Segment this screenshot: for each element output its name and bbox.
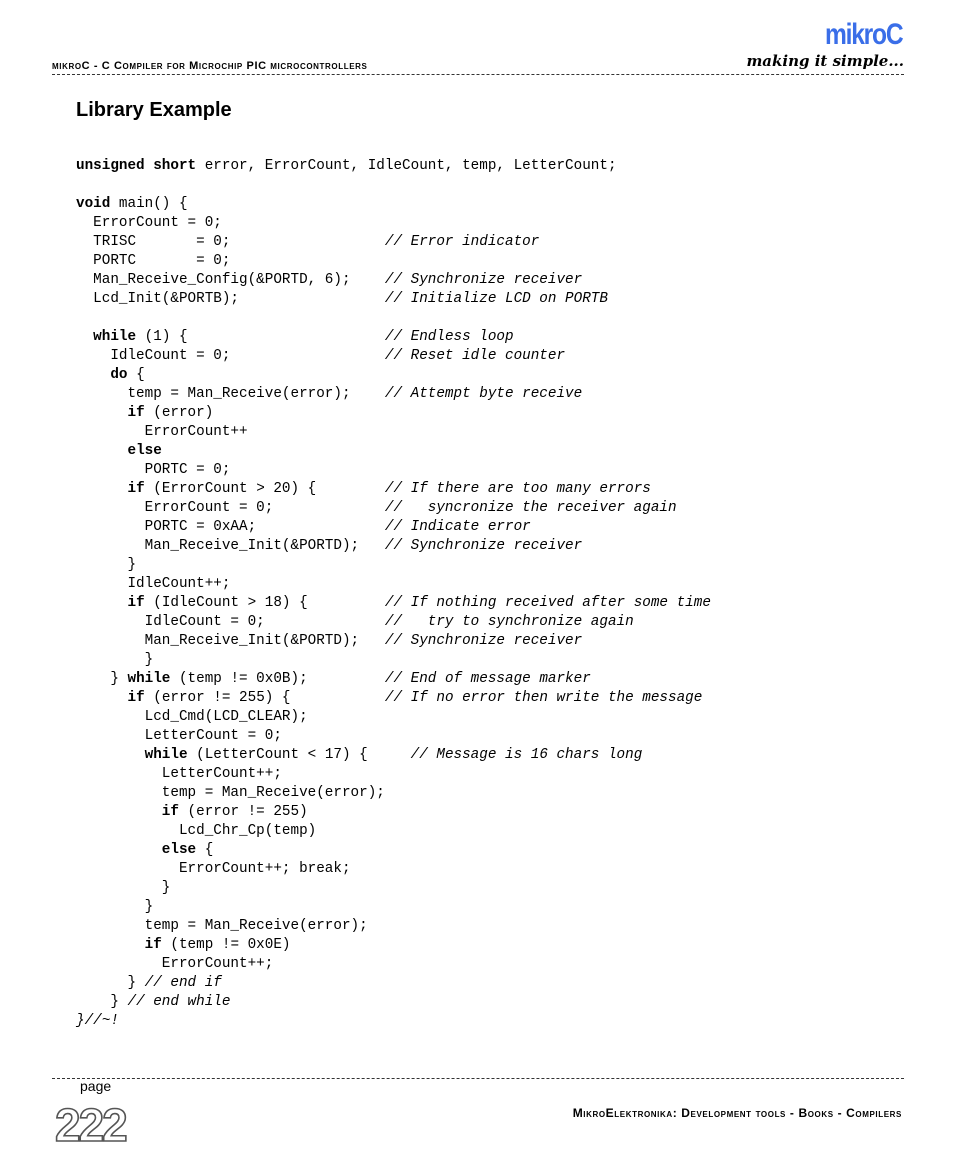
code-text (76, 329, 93, 345)
code-comment: // Message is 16 chars long (410, 747, 643, 763)
code-text: temp = Man_Receive(error); (76, 918, 368, 934)
code-line (76, 993, 711, 1012)
code-line (76, 917, 711, 936)
code-text: temp = Man_Receive(error); (76, 386, 385, 402)
code-keyword: if (161, 804, 179, 820)
code-text: (error) (144, 405, 214, 421)
header-divider (52, 74, 904, 75)
code-text: Lcd_Cmd(LCD_CLEAR); (76, 709, 308, 725)
code-text (76, 937, 145, 953)
code-text: { (196, 842, 214, 858)
code-text (76, 595, 127, 611)
code-keyword: unsigned short (76, 158, 197, 174)
code-text: } (76, 899, 154, 915)
code-text: (LetterCount < 17) { (187, 747, 411, 763)
code-text: ErrorCount = 0; (76, 500, 385, 516)
code-comment: // If nothing received after some time (384, 595, 711, 611)
code-text: (ErrorCount > 20) { (144, 481, 385, 497)
code-comment: // Error indicator (384, 234, 540, 250)
page-number: 222 (55, 1099, 126, 1151)
code-keyword: if (127, 405, 145, 421)
page-label: page (80, 1078, 112, 1094)
code-line (76, 309, 711, 328)
code-comment: // If no error then write the message (384, 690, 703, 706)
code-text: error, ErrorCount, IdleCount, temp, LetterCount; (196, 158, 617, 174)
code-text: (error != 255) (178, 804, 308, 820)
code-text: main() { (110, 196, 188, 212)
code-text: PORTC = 0; (76, 462, 231, 478)
section-title: Library Example (76, 99, 232, 121)
header-title: mikroC - C Compiler for Microchip PIC microcontrollers (52, 60, 368, 72)
code-text: Man_Receive_Init(&PORTD); (76, 538, 385, 554)
code-text: TRISC = 0; (76, 234, 385, 250)
code-text: } (76, 671, 128, 687)
code-line (76, 708, 711, 727)
code-line (76, 461, 711, 480)
code-text (76, 747, 145, 763)
code-line (76, 689, 711, 708)
code-text: } (76, 994, 128, 1010)
code-line (76, 879, 711, 898)
code-line (76, 233, 711, 252)
code-line (76, 556, 711, 575)
code-text: IdleCount = 0; (76, 614, 385, 630)
footer-divider (52, 1078, 904, 1079)
code-text: Man_Receive_Init(&PORTD); (76, 633, 385, 649)
code-text: Man_Receive_Config(&PORTD, 6); (76, 272, 385, 288)
code-line (76, 195, 711, 214)
code-text: PORTC = 0; (76, 253, 231, 269)
code-comment: // Synchronize receiver (384, 538, 583, 554)
code-text (76, 367, 110, 383)
code-keyword: void (76, 196, 111, 212)
code-comment: // End of message marker (384, 671, 591, 687)
code-line (76, 651, 711, 670)
code-text: ErrorCount = 0; (76, 215, 222, 231)
code-text: LetterCount++; (76, 766, 282, 782)
code-text: } (76, 975, 145, 991)
code-line (76, 841, 711, 860)
code-text: Lcd_Chr_Cp(temp) (76, 823, 317, 839)
code-line (76, 670, 711, 689)
code-text: } (76, 652, 154, 668)
code-line (76, 290, 711, 309)
header-tagline: making it simple... (746, 52, 904, 70)
code-line (76, 271, 711, 290)
code-line (76, 157, 711, 176)
code-text: (temp != 0x0B); (170, 671, 385, 687)
code-line (76, 822, 711, 841)
code-comment: }//~! (76, 1013, 119, 1029)
code-keyword: while (127, 671, 171, 687)
code-line (76, 955, 711, 974)
code-comment: // Indicate error (384, 519, 531, 535)
code-text: Lcd_Init(&PORTB); (76, 291, 385, 307)
code-line (76, 1012, 711, 1031)
code-comment: // If there are too many errors (384, 481, 651, 497)
code-line (76, 803, 711, 822)
code-text: } (76, 880, 171, 896)
code-text: (IdleCount > 18) { (144, 595, 385, 611)
code-comment: // end while (127, 994, 231, 1010)
code-text: ErrorCount++; break; (76, 861, 351, 877)
code-text: (1) { (136, 329, 385, 345)
code-line (76, 594, 711, 613)
code-keyword: if (127, 481, 145, 497)
code-text: { (127, 367, 145, 383)
code-text: LetterCount = 0; (76, 728, 282, 744)
code-text: IdleCount++; (76, 576, 231, 592)
code-line (76, 366, 711, 385)
code-line (76, 423, 711, 442)
mikroc-logo: mikroC (824, 18, 902, 51)
code-keyword: if (127, 595, 145, 611)
code-line (76, 328, 711, 347)
code-line (76, 746, 711, 765)
code-line (76, 936, 711, 955)
code-line (76, 898, 711, 917)
code-text: PORTC = 0xAA; (76, 519, 385, 535)
code-keyword: else (161, 842, 197, 858)
code-line (76, 176, 711, 195)
code-text: (error != 255) { (144, 690, 385, 706)
code-text: IdleCount = 0; (76, 348, 385, 364)
code-keyword: do (110, 367, 128, 383)
code-line (76, 404, 711, 423)
code-keyword: while (93, 329, 137, 345)
code-line (76, 974, 711, 993)
code-keyword: else (127, 443, 162, 459)
code-line (76, 575, 711, 594)
code-line (76, 518, 711, 537)
code-line (76, 632, 711, 651)
code-text (76, 405, 127, 421)
code-comment: // end if (144, 975, 222, 991)
code-comment: // Initialize LCD on PORTB (384, 291, 608, 307)
code-text: } (76, 557, 137, 573)
code-line (76, 499, 711, 518)
code-comment: // Synchronize receiver (384, 272, 583, 288)
code-comment: // Synchronize receiver (384, 633, 583, 649)
code-text (76, 690, 127, 706)
code-line (76, 252, 711, 271)
code-line (76, 385, 711, 404)
code-line (76, 442, 711, 461)
code-text (76, 842, 162, 858)
code-text: ErrorCount++; (76, 956, 274, 972)
code-comment: // syncronize the receiver again (384, 500, 677, 516)
code-text (76, 481, 127, 497)
code-text: temp = Man_Receive(error); (76, 785, 385, 801)
code-comment: // try to synchronize again (384, 614, 634, 630)
code-text: ErrorCount++ (76, 424, 248, 440)
code-text: (temp != 0x0E) (161, 937, 291, 953)
code-line (76, 537, 711, 556)
code-keyword: if (144, 937, 162, 953)
code-line (76, 765, 711, 784)
code-comment: // Attempt byte receive (384, 386, 583, 402)
code-comment: // Endless loop (384, 329, 514, 345)
code-comment: // Reset idle counter (384, 348, 566, 364)
code-line (76, 784, 711, 803)
code-line (76, 480, 711, 499)
code-text (76, 443, 127, 459)
code-line (76, 727, 711, 746)
code-text (76, 804, 162, 820)
code-keyword: if (127, 690, 145, 706)
code-keyword: while (144, 747, 188, 763)
code-line (76, 860, 711, 879)
footer-publisher: MikroElektronika: Development tools - Books - Compilers (572, 1106, 902, 1120)
code-listing (76, 157, 711, 1031)
code-line (76, 347, 711, 366)
code-line (76, 613, 711, 632)
code-line (76, 214, 711, 233)
